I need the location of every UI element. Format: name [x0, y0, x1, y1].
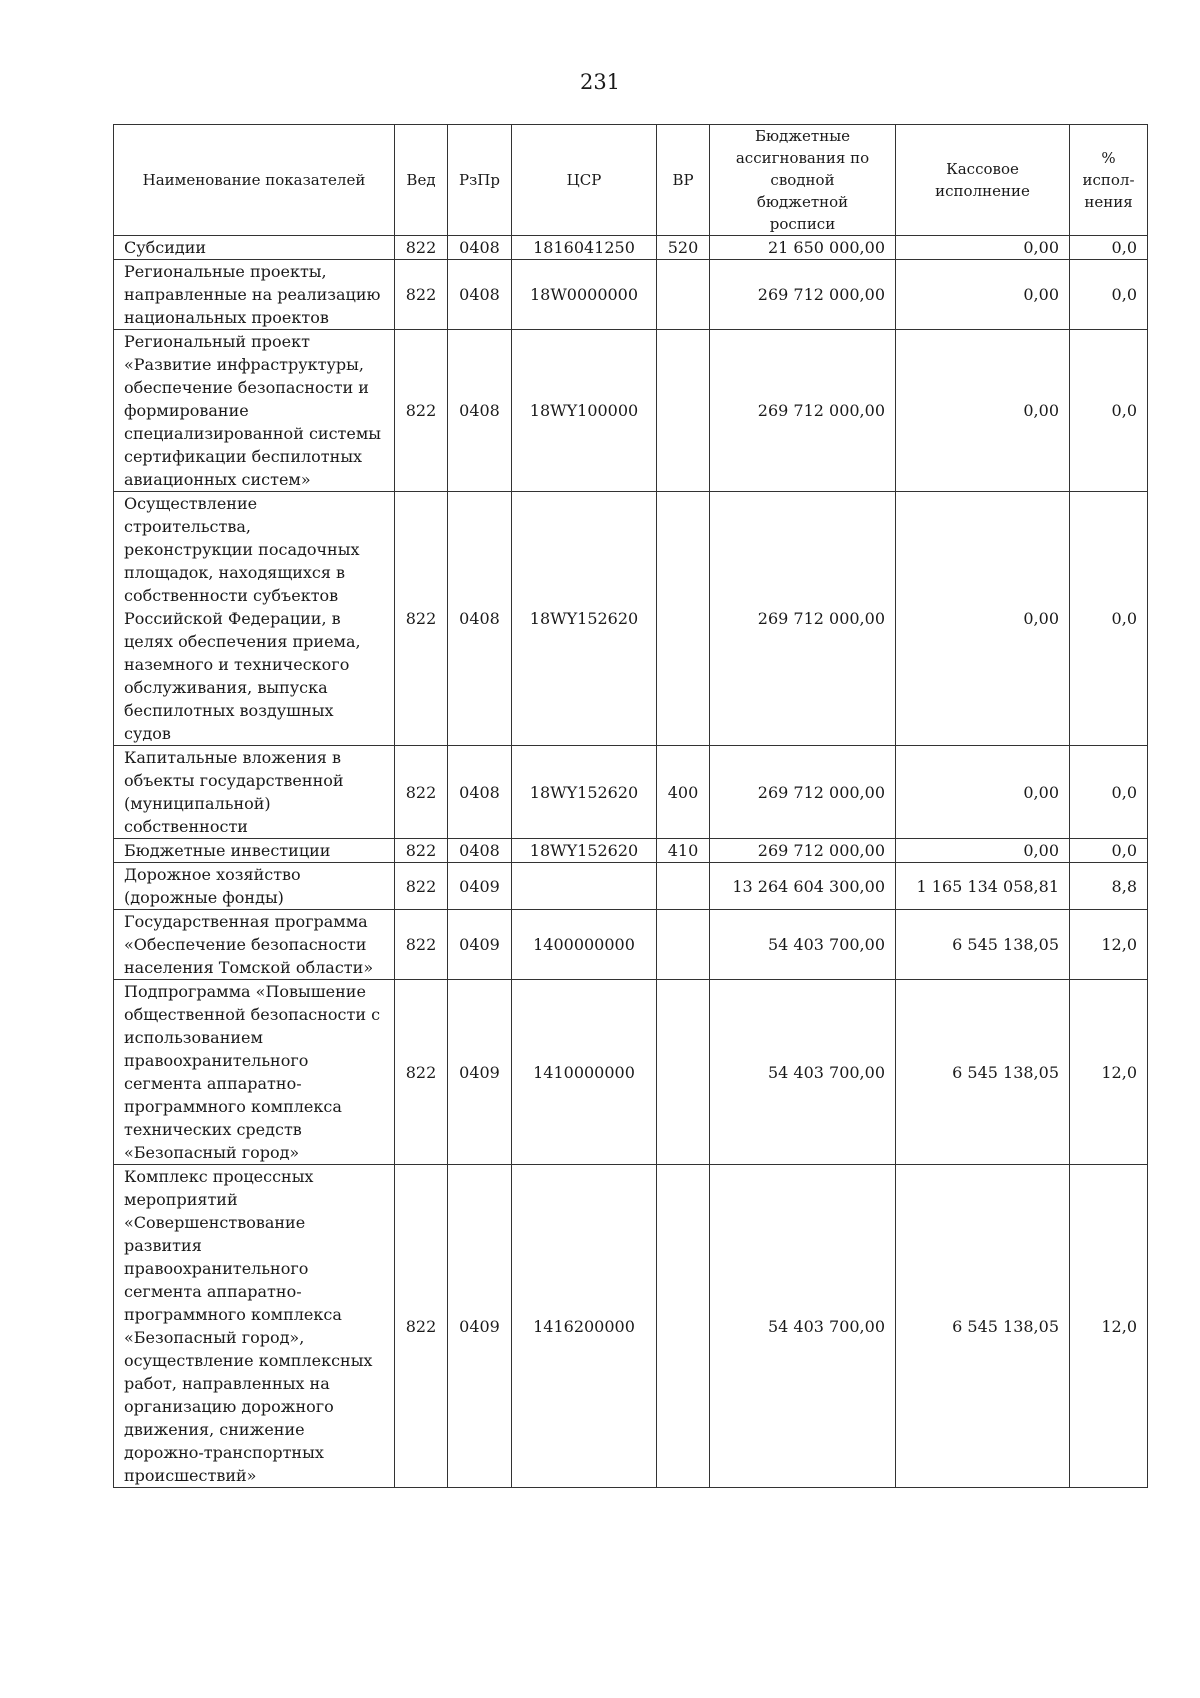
cell-ved: 822 — [395, 839, 448, 863]
table-row — [114, 236, 1148, 260]
cell-ved: 822 — [395, 1165, 448, 1488]
cell-ved: 822 — [395, 260, 448, 330]
table-row — [114, 863, 1148, 910]
cell-vr: 520 — [657, 236, 710, 260]
table-row — [114, 746, 1148, 839]
table-row — [114, 1165, 1148, 1488]
header-vr: ВР — [657, 125, 710, 236]
cell-csr: 18WY100000 — [512, 330, 657, 492]
table-row — [114, 330, 1148, 492]
cell-vr — [657, 492, 710, 746]
cell-name: Дорожное хозяйство (дорожные фонды) — [114, 863, 395, 910]
cell-cash: 0,00 — [896, 236, 1070, 260]
cell-budget: 54 403 700,00 — [710, 980, 896, 1165]
cell-vr — [657, 260, 710, 330]
cell-rzpr: 0408 — [448, 260, 512, 330]
cell-budget: 54 403 700,00 — [710, 910, 896, 980]
cell-rzpr: 0409 — [448, 1165, 512, 1488]
cell-rzpr: 0409 — [448, 980, 512, 1165]
cell-vr — [657, 1165, 710, 1488]
cell-percent: 0,0 — [1070, 839, 1148, 863]
cell-percent: 12,0 — [1070, 910, 1148, 980]
cell-rzpr: 0408 — [448, 330, 512, 492]
cell-name: Субсидии — [114, 236, 395, 260]
cell-ved: 822 — [395, 863, 448, 910]
cell-rzpr: 0408 — [448, 839, 512, 863]
cell-ved: 822 — [395, 910, 448, 980]
budget-table — [113, 124, 1148, 1488]
cell-cash: 6 545 138,05 — [896, 1165, 1070, 1488]
header-rzpr: РзПр — [448, 125, 512, 236]
table-row — [114, 839, 1148, 863]
cell-budget: 269 712 000,00 — [710, 839, 896, 863]
header-row — [114, 125, 1148, 236]
table-row — [114, 980, 1148, 1165]
cell-rzpr: 0408 — [448, 492, 512, 746]
cell-name: Комплекс процессных мероприятий «Совершенствование развития правоохранительного сегмента аппаратно-программного комплекса «Безопасный город», осуществление комплексных работ, направленных на организацию дорожного движения, снижение дорожно-транспортных происшествий» — [114, 1165, 395, 1488]
cell-percent: 0,0 — [1070, 330, 1148, 492]
cell-vr — [657, 980, 710, 1165]
cell-vr: 400 — [657, 746, 710, 839]
cell-csr: 1400000000 — [512, 910, 657, 980]
table-row — [114, 910, 1148, 980]
cell-cash: 1 165 134 058,81 — [896, 863, 1070, 910]
cell-csr: 1416200000 — [512, 1165, 657, 1488]
cell-cash: 0,00 — [896, 260, 1070, 330]
header-csr: ЦСР — [512, 125, 657, 236]
cell-cash: 0,00 — [896, 746, 1070, 839]
cell-csr — [512, 863, 657, 910]
cell-csr: 18WY152620 — [512, 746, 657, 839]
cell-vr — [657, 910, 710, 980]
header-percent: % испол-нения — [1070, 125, 1148, 236]
cell-csr: 18W0000000 — [512, 260, 657, 330]
cell-percent: 0,0 — [1070, 236, 1148, 260]
table-row — [114, 260, 1148, 330]
cell-ved: 822 — [395, 980, 448, 1165]
cell-name: Капитальные вложения в объекты государственной (муниципальной) собственности — [114, 746, 395, 839]
cell-name: Региональные проекты, направленные на реализацию национальных проектов — [114, 260, 395, 330]
cell-vr: 410 — [657, 839, 710, 863]
cell-name: Государственная программа «Обеспечение безопасности населения Томской области» — [114, 910, 395, 980]
cell-name: Региональный проект «Развитие инфраструктуры, обеспечение безопасности и формирование специализированной системы сертификации беспилотных авиационных систем» — [114, 330, 395, 492]
cell-percent: 0,0 — [1070, 746, 1148, 839]
cell-cash: 0,00 — [896, 839, 1070, 863]
cell-vr — [657, 330, 710, 492]
cell-csr: 18WY152620 — [512, 839, 657, 863]
cell-percent: 12,0 — [1070, 980, 1148, 1165]
cell-ved: 822 — [395, 330, 448, 492]
header-ved: Вед — [395, 125, 448, 236]
cell-cash: 6 545 138,05 — [896, 980, 1070, 1165]
cell-budget: 269 712 000,00 — [710, 492, 896, 746]
cell-percent: 0,0 — [1070, 492, 1148, 746]
cell-budget: 13 264 604 300,00 — [710, 863, 896, 910]
cell-percent: 0,0 — [1070, 260, 1148, 330]
header-name: Наименование показателей — [114, 125, 395, 236]
cell-rzpr: 0408 — [448, 236, 512, 260]
cell-csr: 1410000000 — [512, 980, 657, 1165]
cell-rzpr: 0408 — [448, 746, 512, 839]
table-row — [114, 492, 1148, 746]
cell-name: Подпрограмма «Повышение общественной безопасности с использованием правоохранительного сегмента аппаратно-программного комплекса технических средств «Безопасный город» — [114, 980, 395, 1165]
cell-csr: 1816041250 — [512, 236, 657, 260]
cell-ved: 822 — [395, 236, 448, 260]
header-budget: Бюджетные ассигнования по сводной бюджетной росписи — [710, 125, 896, 236]
header-cash: Кассовое исполнение — [896, 125, 1070, 236]
cell-csr: 18WY152620 — [512, 492, 657, 746]
cell-ved: 822 — [395, 492, 448, 746]
cell-name: Осуществление строительства, реконструкции посадочных площадок, находящихся в собственности субъектов Российской Федерации, в целях обеспечения приема, наземного и технического обслуживания, выпуска беспилотных воздушных судов — [114, 492, 395, 746]
table-body — [114, 236, 1148, 1488]
cell-rzpr: 0409 — [448, 863, 512, 910]
cell-cash: 6 545 138,05 — [896, 910, 1070, 980]
cell-budget: 269 712 000,00 — [710, 746, 896, 839]
cell-name: Бюджетные инвестиции — [114, 839, 395, 863]
cell-cash: 0,00 — [896, 492, 1070, 746]
cell-cash: 0,00 — [896, 330, 1070, 492]
cell-ved: 822 — [395, 746, 448, 839]
cell-budget: 269 712 000,00 — [710, 330, 896, 492]
cell-budget: 269 712 000,00 — [710, 260, 896, 330]
cell-budget: 21 650 000,00 — [710, 236, 896, 260]
cell-percent: 12,0 — [1070, 1165, 1148, 1488]
cell-vr — [657, 863, 710, 910]
cell-percent: 8,8 — [1070, 863, 1148, 910]
cell-rzpr: 0409 — [448, 910, 512, 980]
table-header — [114, 125, 1148, 236]
page-number: 231 — [579, 70, 621, 94]
cell-budget: 54 403 700,00 — [710, 1165, 896, 1488]
